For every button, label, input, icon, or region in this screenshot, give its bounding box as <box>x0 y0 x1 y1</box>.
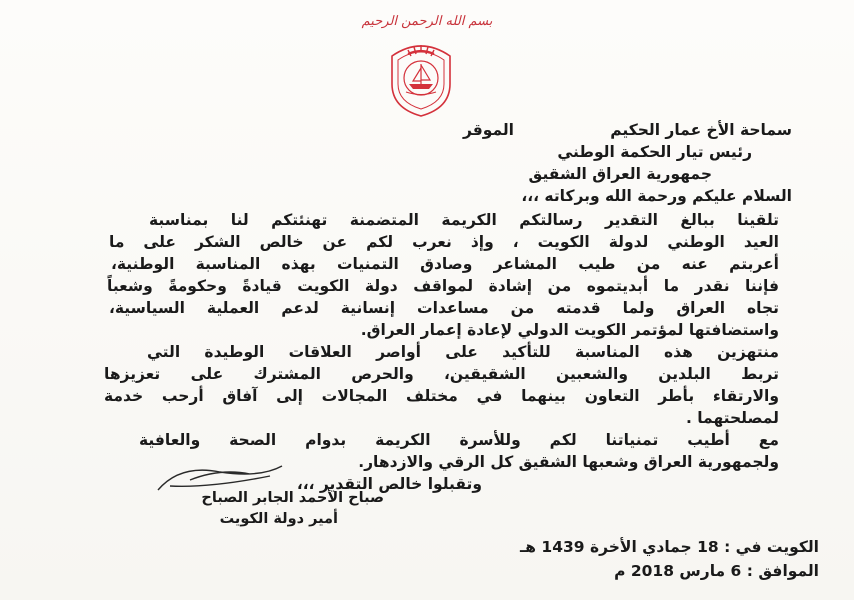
signatory-title: أمير دولة الكويت <box>219 511 338 527</box>
signatory-name: صباح الأحمد الجابر الصباح <box>201 490 384 506</box>
greeting: السلام عليكم ورحمة الله وبركاته ،،، <box>521 187 792 205</box>
body-line: تربط البلدين والشعبين الشقيقين، والحرص المشترك على تعزيزها <box>104 365 779 383</box>
body-line: منتهزين هذه المناسبة للتأكيد على أواصر العلاقات الوطيدة التي <box>147 343 779 361</box>
body-line: العيد الوطني لدولة الكويت ، وإذ نعرب لكم عن خالص الشكر على ما <box>109 233 779 251</box>
body-line: أعربتم عنه من طيب المشاعر وصادق التمنيات بهذه المناسبة الوطنية، <box>111 255 779 273</box>
basmala: بسم الله الرحمن الرحيم <box>361 14 493 29</box>
kuwait-emblem-icon <box>378 34 464 120</box>
recipient-position: رئيس تيار الحكمة الوطني <box>557 143 752 161</box>
recipient-name: سماحة الأخ عمار الحكيم <box>610 121 792 139</box>
body-line: تجاه العراق ولما قدمته من مساعدات إنسانية لدعم العملية السياسية، <box>109 299 779 317</box>
body-line: واستضافتها لمؤتمر الكويت الدولي لإعادة إعمار العراق. <box>360 321 779 339</box>
recipient-country: جمهورية العراق الشقيق <box>528 165 712 183</box>
body-line: تلقينا ببالغ التقدير رسالتكم الكريمة المتضمنة تهنئتكم لنا بمناسبة <box>149 211 779 229</box>
body-line: ولجمهورية العراق وشعبها الشقيق كل الرقي والازدهار. <box>358 453 779 471</box>
body-line: مع أطيب تمنياتنا لكم وللأسرة الكريمة بدوام الصحة والعافية <box>139 431 779 449</box>
body-line: لمصلحتهما . <box>685 409 779 427</box>
closing-line: وتقبلوا خالص التقدير ،،، <box>296 475 482 493</box>
body-line: فإننا نقدر ما أبديتموه من إشادة لمواقف دولة الكويت قيادةً وحكومةً وشعباً <box>107 277 779 295</box>
gregorian-date: الموافق : 6 مارس 2018 م <box>614 562 819 580</box>
recipient-honorific: الموقر <box>462 121 514 139</box>
body-line: والارتقاء بأطر التعاون بينهما في مختلف المجالات إلى آفاق أرحب خدمة <box>104 387 779 405</box>
hijri-date: الكويت في : 18 جمادي الأخرة 1439 هـ <box>519 538 819 556</box>
